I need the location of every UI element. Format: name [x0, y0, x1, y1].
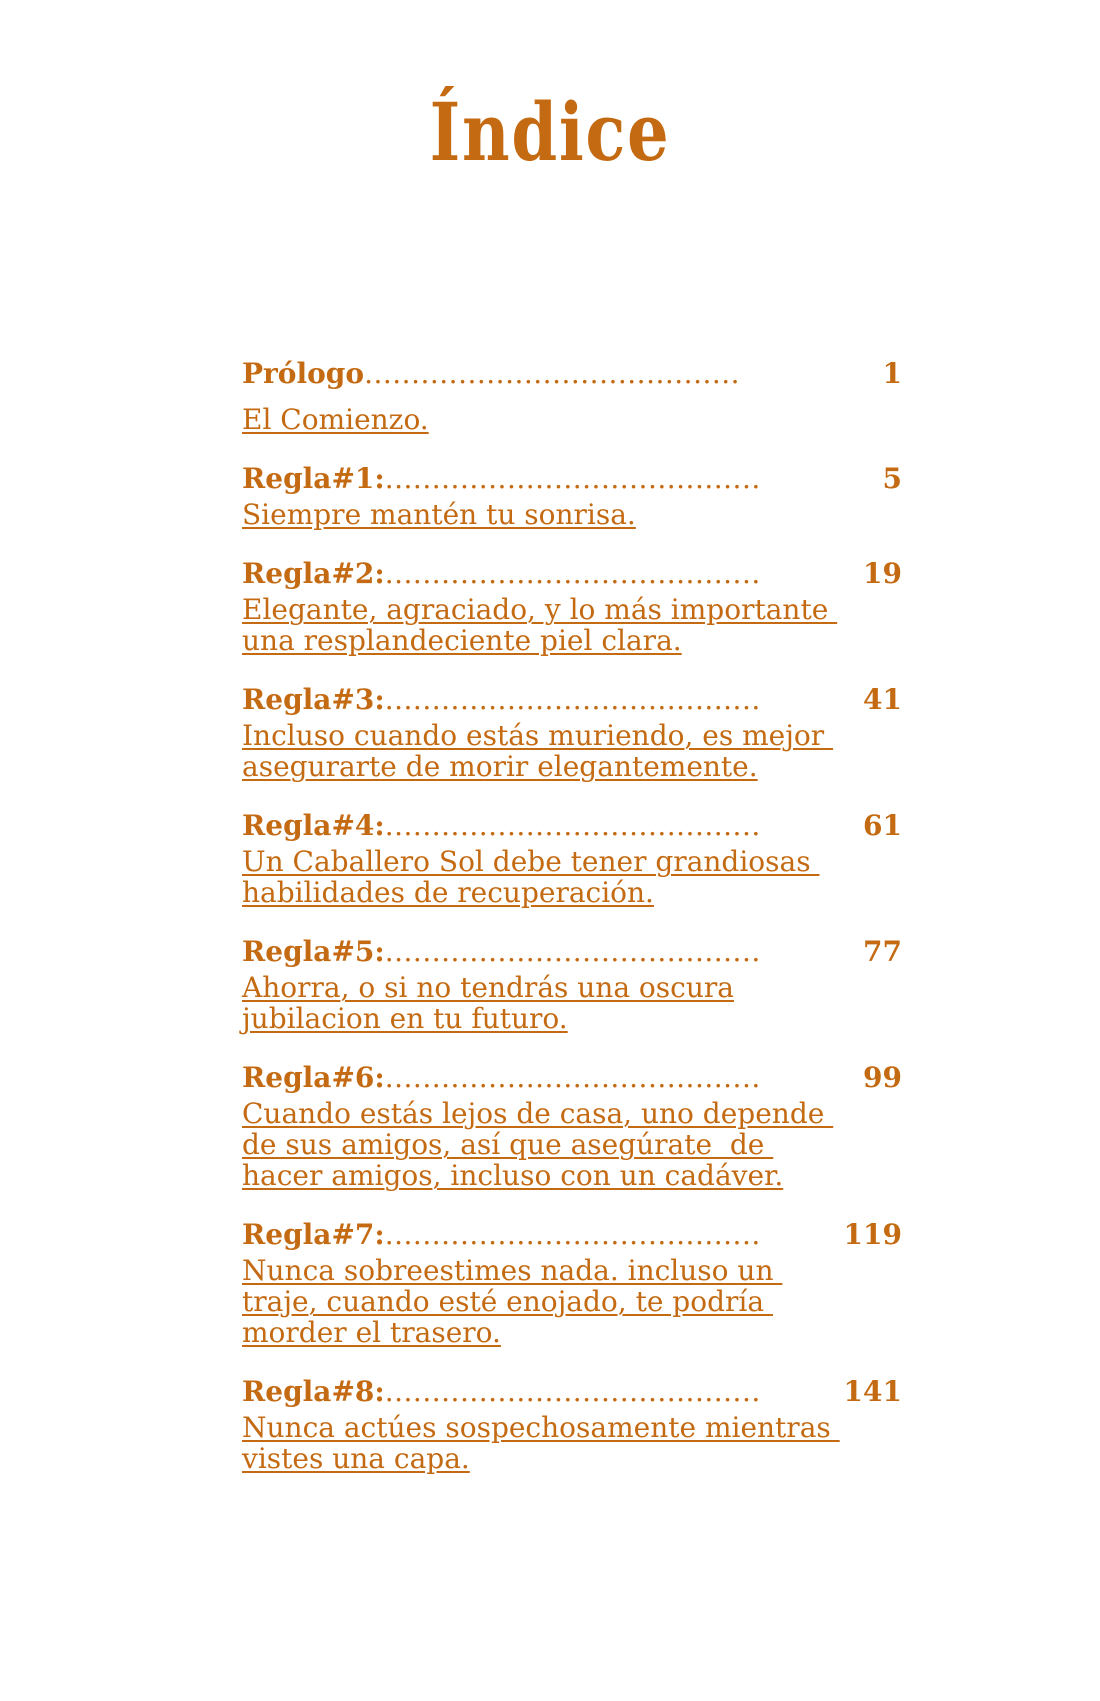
toc-subtitle-link[interactable]: morder el trasero. — [242, 1316, 501, 1349]
toc-subtitle-link[interactable]: traje, cuando esté enojado, te podría — [242, 1285, 773, 1318]
toc-page-number: 1 — [882, 357, 902, 390]
toc-entry-subtitle[interactable] — [242, 1098, 902, 1191]
toc-subtitle-link[interactable]: vistes una capa. — [242, 1442, 470, 1475]
toc-entry-heading — [242, 934, 902, 970]
leader-dots: ........................................ — [384, 462, 761, 495]
toc-entry-heading — [242, 682, 902, 718]
toc-entry-subtitle[interactable] — [242, 720, 902, 782]
toc-subtitle-link[interactable]: Incluso cuando estás muriendo, es mejor — [242, 719, 834, 752]
toc-subtitle-link[interactable]: jubilacion en tu futuro. — [242, 1002, 568, 1035]
toc-entry-label: Regla#7: — [242, 1218, 385, 1251]
toc-subtitle-link[interactable]: hacer amigos, incluso con un cadáver. — [242, 1159, 784, 1192]
toc-subtitle-link[interactable]: Nunca actúes sospechosamente mientras — [242, 1411, 840, 1444]
leader-dots: ........................................ — [384, 1218, 761, 1251]
leader-dots: ........................................ — [384, 1375, 761, 1408]
toc-entry-regla-3[interactable] — [242, 682, 902, 782]
toc-entry-prologo[interactable] — [242, 356, 902, 435]
toc-entry-subtitle[interactable] — [242, 594, 902, 656]
toc-entry-regla-7[interactable] — [242, 1217, 902, 1348]
toc-subtitle-link[interactable]: Cuando estás lejos de casa, uno depende — [242, 1097, 834, 1130]
toc-subtitle-link[interactable]: Elegante, agraciado, y lo más importante — [242, 593, 838, 626]
toc-entry-regla-2[interactable] — [242, 556, 902, 656]
leader-dots: ........................................ — [384, 557, 761, 590]
toc-entry-label: Regla#4: — [242, 809, 385, 842]
toc-entry-regla-5[interactable] — [242, 934, 902, 1034]
toc-page-number: 41 — [863, 683, 902, 716]
leader-dots: ........................................ — [384, 1061, 761, 1094]
toc-subtitle-link[interactable]: Siempre mantén tu sonrisa. — [242, 498, 636, 531]
toc-subtitle-link[interactable]: asegurarte de morir elegantemente. — [242, 750, 758, 783]
toc-entry-heading — [242, 1217, 902, 1253]
toc-subtitle-link[interactable]: habilidades de recuperación. — [242, 876, 654, 909]
toc-entry-subtitle[interactable] — [242, 972, 902, 1034]
toc-entry-heading — [242, 556, 902, 592]
toc-entry-label: Regla#1: — [242, 462, 385, 495]
toc-entry-heading — [242, 461, 902, 497]
toc-entry-subtitle[interactable] — [242, 404, 902, 435]
toc-page-number: 19 — [863, 557, 902, 590]
toc-subtitle-link[interactable]: una resplandeciente piel clara. — [242, 624, 682, 657]
toc-entry-heading — [242, 1060, 902, 1096]
toc-entry-subtitle[interactable] — [242, 1412, 902, 1474]
leader-dots: ........................................ — [364, 357, 741, 390]
toc-subtitle-link[interactable]: Ahorra, o si no tendrás una oscura — [242, 971, 734, 1004]
toc-entry-label: Regla#2: — [242, 557, 385, 590]
toc-entry-regla-1[interactable] — [242, 461, 902, 530]
toc-subtitle-link[interactable]: Un Caballero Sol debe tener grandiosas — [242, 845, 820, 878]
toc-entry-regla-6[interactable] — [242, 1060, 902, 1191]
toc-entry-regla-8[interactable] — [242, 1374, 902, 1474]
toc-entry-label: Prólogo — [242, 357, 365, 390]
leader-dots: ........................................ — [384, 809, 761, 842]
toc-entry-subtitle[interactable] — [242, 846, 902, 908]
toc-entry-label: Regla#5: — [242, 935, 385, 968]
toc-entry-heading — [242, 1374, 902, 1410]
toc-entry-subtitle[interactable] — [242, 499, 902, 530]
toc-entry-label: Regla#6: — [242, 1061, 385, 1094]
toc-subtitle-link[interactable]: Nunca sobreestimes nada. incluso un — [242, 1254, 783, 1287]
toc-entry-subtitle[interactable] — [242, 1255, 902, 1348]
page-title: Índice — [429, 85, 671, 179]
toc-page-number: 141 — [843, 1375, 902, 1408]
table-of-contents — [242, 356, 902, 1500]
leader-dots: ........................................ — [384, 935, 761, 968]
toc-entry-heading — [242, 356, 902, 392]
toc-page-number: 5 — [882, 462, 902, 495]
toc-subtitle-link[interactable]: El Comienzo. — [242, 403, 429, 436]
toc-page-number: 99 — [863, 1061, 902, 1094]
toc-page-number: 119 — [843, 1218, 902, 1251]
toc-entry-heading — [242, 808, 902, 844]
toc-entry-label: Regla#8: — [242, 1375, 385, 1408]
toc-subtitle-link[interactable]: de sus amigos, así que asegúrate de — [242, 1128, 774, 1161]
toc-entry-regla-4[interactable] — [242, 808, 902, 908]
toc-page-number: 77 — [863, 935, 902, 968]
leader-dots: ........................................ — [384, 683, 761, 716]
toc-entry-label: Regla#3: — [242, 683, 385, 716]
toc-page-number: 61 — [863, 809, 902, 842]
